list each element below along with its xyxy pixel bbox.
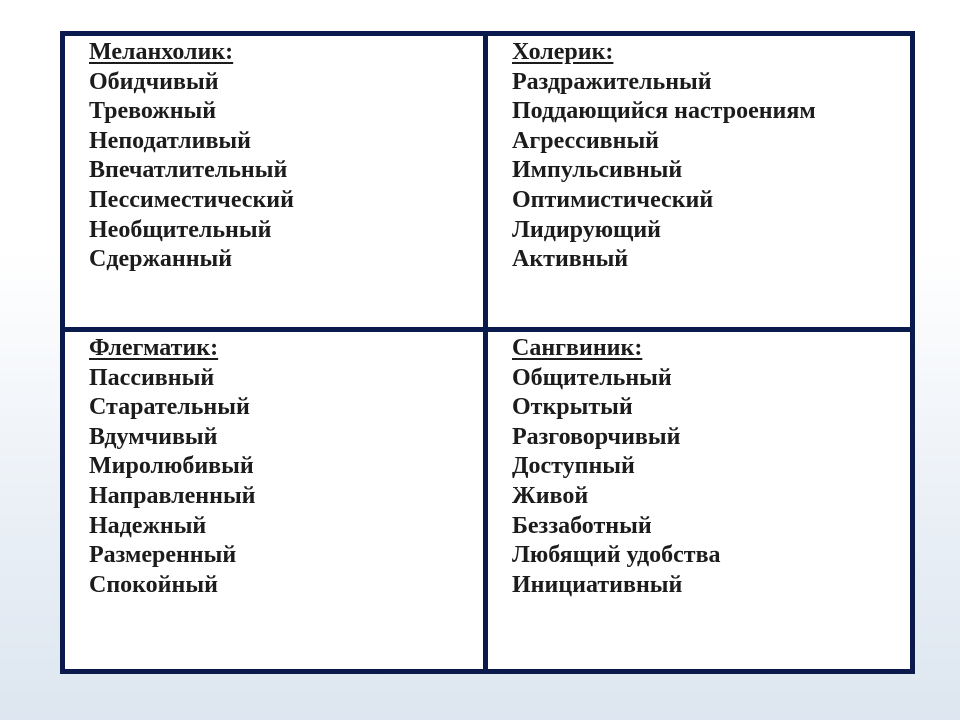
trait: Импульсивный (512, 157, 683, 184)
cell-melancholic (65, 36, 488, 332)
trait: Оптимистический (512, 186, 714, 213)
trait: Беззаботный (512, 512, 652, 539)
trait: Любящий удобства (512, 542, 721, 569)
trait: Разговорчивый (512, 423, 681, 450)
cell-sanguine (488, 332, 910, 669)
trait: Впечатлительный (89, 157, 288, 184)
trait: Обидчивый (89, 68, 219, 95)
trait: Спокойный (89, 571, 218, 598)
cell-phlegmatic (65, 332, 488, 669)
heading-melancholic: Меланхолик: (89, 39, 234, 65)
heading-choleric: Холерик: (512, 39, 614, 65)
trait: Поддающийся настроениям (512, 98, 816, 125)
trait: Сдержанный (89, 246, 233, 273)
trait: Общительный (512, 364, 672, 391)
trait: Неподатливый (89, 127, 251, 154)
trait: Вдумчивый (89, 423, 218, 450)
trait: Раздражительный (512, 68, 712, 95)
trait: Доступный (512, 453, 635, 480)
trait: Тревожный (89, 98, 217, 125)
trait: Активный (512, 246, 629, 273)
trait: Лидирующий (512, 216, 661, 243)
trait: Агрессивный (512, 127, 660, 154)
trait: Необщительный (89, 216, 272, 243)
trait: Миролюбивый (89, 453, 254, 480)
trait: Старательный (89, 394, 250, 421)
temperament-table (60, 31, 915, 674)
heading-phlegmatic: Флегматик: (89, 335, 219, 361)
heading-sanguine: Сангвиник: (512, 335, 643, 361)
trait: Размеренный (89, 542, 237, 569)
trait: Пессиместический (89, 186, 294, 213)
cell-choleric (488, 36, 910, 332)
trait: Инициативный (512, 571, 683, 598)
trait: Пассивный (89, 364, 215, 391)
trait: Живой (512, 482, 589, 509)
trait: Направленный (89, 482, 256, 509)
trait: Надежный (89, 512, 207, 539)
trait: Открытый (512, 394, 633, 421)
